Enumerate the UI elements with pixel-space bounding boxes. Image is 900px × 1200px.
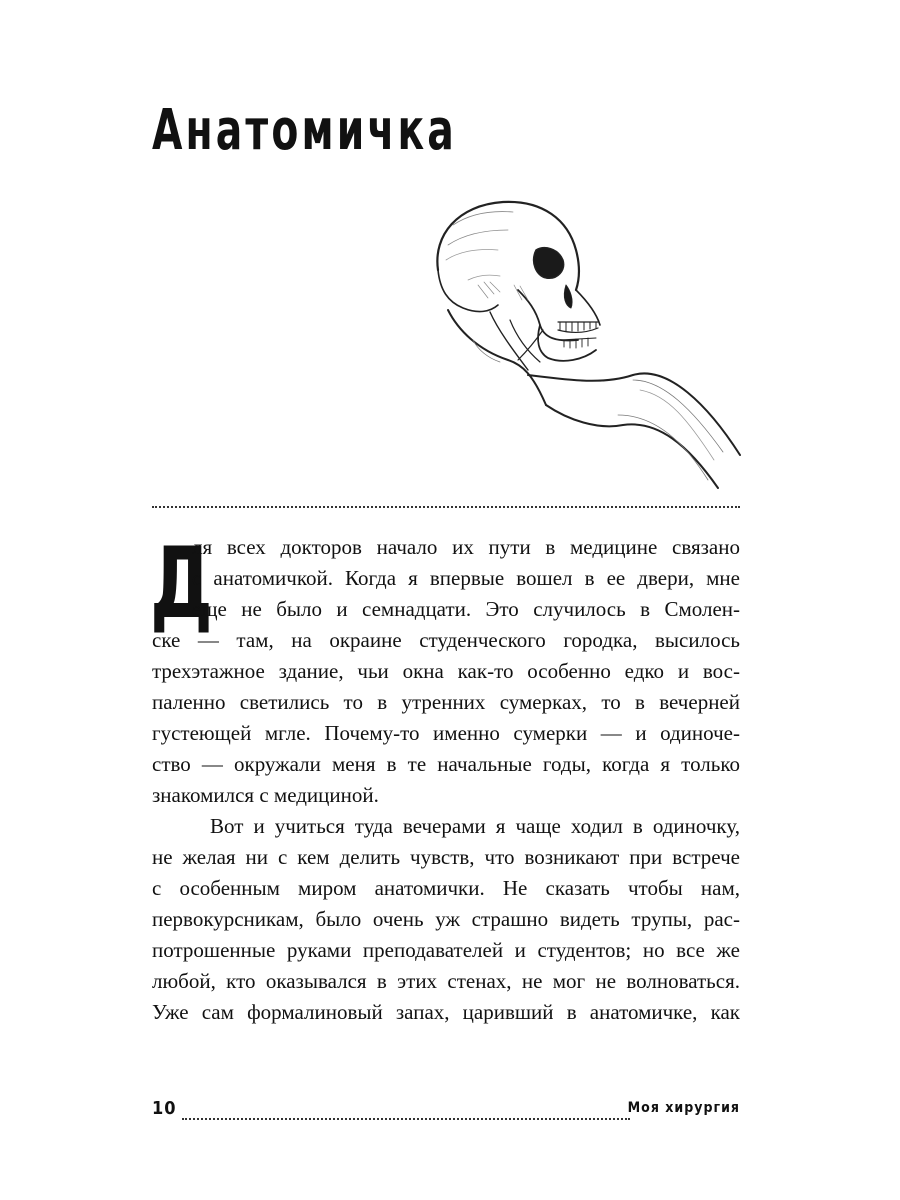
skull-in-hand-illustration [418,190,743,490]
page-footer [152,1098,740,1126]
text-line: с анатомичкой. Когда я впервые вошел в ее двери, мне [192,566,740,590]
body-text [150,527,740,1028]
text-line: любой, кто оказывался в этих стенах, не мог не волноваться. [152,969,740,993]
text-line: паленно светились то в утренних сумерках, то в вечерней [152,690,740,714]
text-line: первокурсникам, было очень уж страшно видеть трупы, рас- [152,907,740,931]
text-line: трехэтажное здание, чьи окна как-то особенно едко и вос- [152,659,740,683]
section-divider [152,506,740,508]
text-line: ске — там, на окраине студенческого городка, высилось [152,628,740,652]
text-line: еще не было и семнадцати. Это случилось в Смолен- [192,597,740,621]
text-line: знакомился с медициной. [152,783,379,807]
text-line: ство — окружали меня в те начальные годы, когда я только [152,752,740,776]
drop-cap: Д [150,527,213,641]
footer-dotted-leader [182,1118,630,1120]
text-line: густеющей мгле. Почему-то именно сумерки — и одиноче- [152,721,740,745]
running-title: Моя хирургия [627,1100,740,1116]
text-line: Вот и учиться туда вечерами я чаще ходил в одиночку, [210,814,740,838]
page-number: 10 [152,1098,177,1119]
text-line: потрошенные руками преподавателей и студентов; но все же [152,938,740,962]
text-line: не желая ни с кем делить чувств, что возникают при встрече [152,845,740,869]
text-line: Уже сам формалиновый запах, царивший в анатомичке, как [152,1000,740,1024]
chapter-title: Анатомичка [152,98,457,163]
text-line: с особенным миром анатомички. Не сказать чтобы нам, [152,876,740,900]
text-line: ля всех докторов начало их пути в медицине связано [192,535,740,559]
